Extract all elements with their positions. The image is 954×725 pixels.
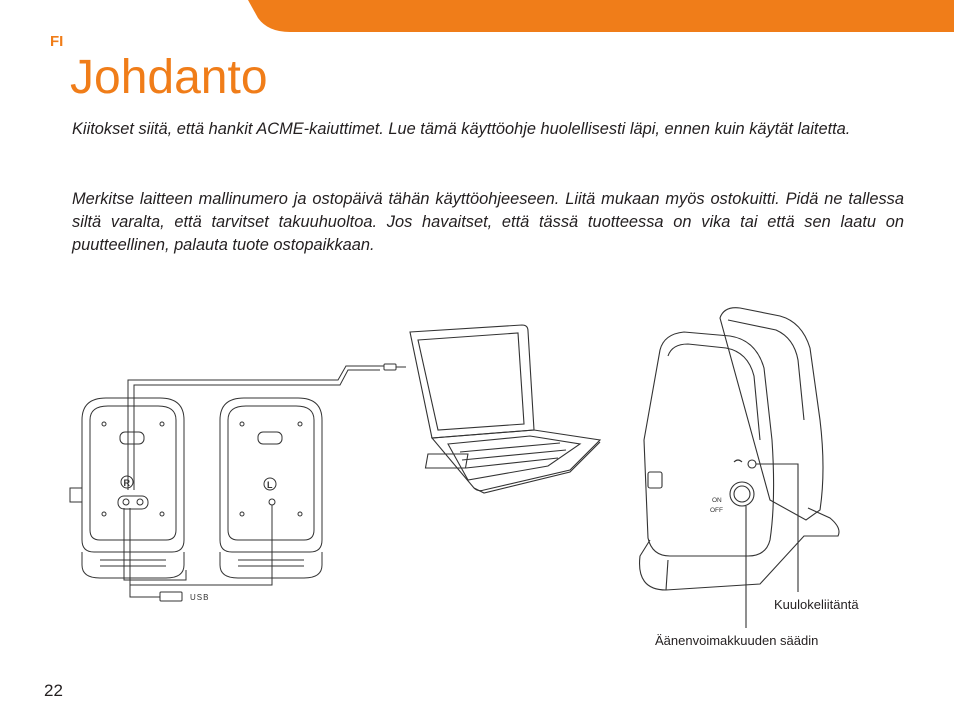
speaker-left-mark: L bbox=[267, 480, 273, 490]
usb-plug bbox=[160, 592, 182, 601]
speaker-right-mark: R bbox=[123, 478, 130, 488]
audio-plug bbox=[384, 364, 396, 370]
on-label: ON bbox=[712, 497, 722, 504]
headphone-jack bbox=[748, 460, 756, 468]
speaker-right-back bbox=[70, 398, 184, 578]
intro-paragraph-1: Kiitokset siitä, että hankit ACME-kaiuttimet. Lue tämä käyttöohje huolellisesti läpi, ennen kuin käytät laitetta. bbox=[72, 120, 851, 138]
headphone-jack-label: Kuulokeliitäntä bbox=[774, 597, 859, 612]
volume-control-label: Äänenvoimakkuuden säädin bbox=[655, 633, 819, 648]
intro-paragraph-2: Merkitse laitteen mallinumero ja ostopäivä tähän käyttöohjeeseen. Liitä mukaan myös ostokuitti. Pidä ne tallessa siltä varalta, että tarvitset takuuhuoltoa. Jos havaitset, että tässä tuotteessa on vika tai että sen laatu on puutteellinen, palauta tuote ostopaikkaan. bbox=[72, 190, 904, 254]
language-code: FI bbox=[50, 33, 64, 50]
laptop bbox=[410, 325, 600, 493]
usb-cable bbox=[124, 508, 186, 580]
off-label: OFF bbox=[710, 507, 723, 514]
usb-label: USB bbox=[190, 593, 210, 602]
audio-cable bbox=[134, 370, 380, 490]
page-title: Johdanto bbox=[70, 51, 268, 104]
page-number: 22 bbox=[44, 681, 63, 700]
speaker-front-pair bbox=[640, 308, 839, 628]
